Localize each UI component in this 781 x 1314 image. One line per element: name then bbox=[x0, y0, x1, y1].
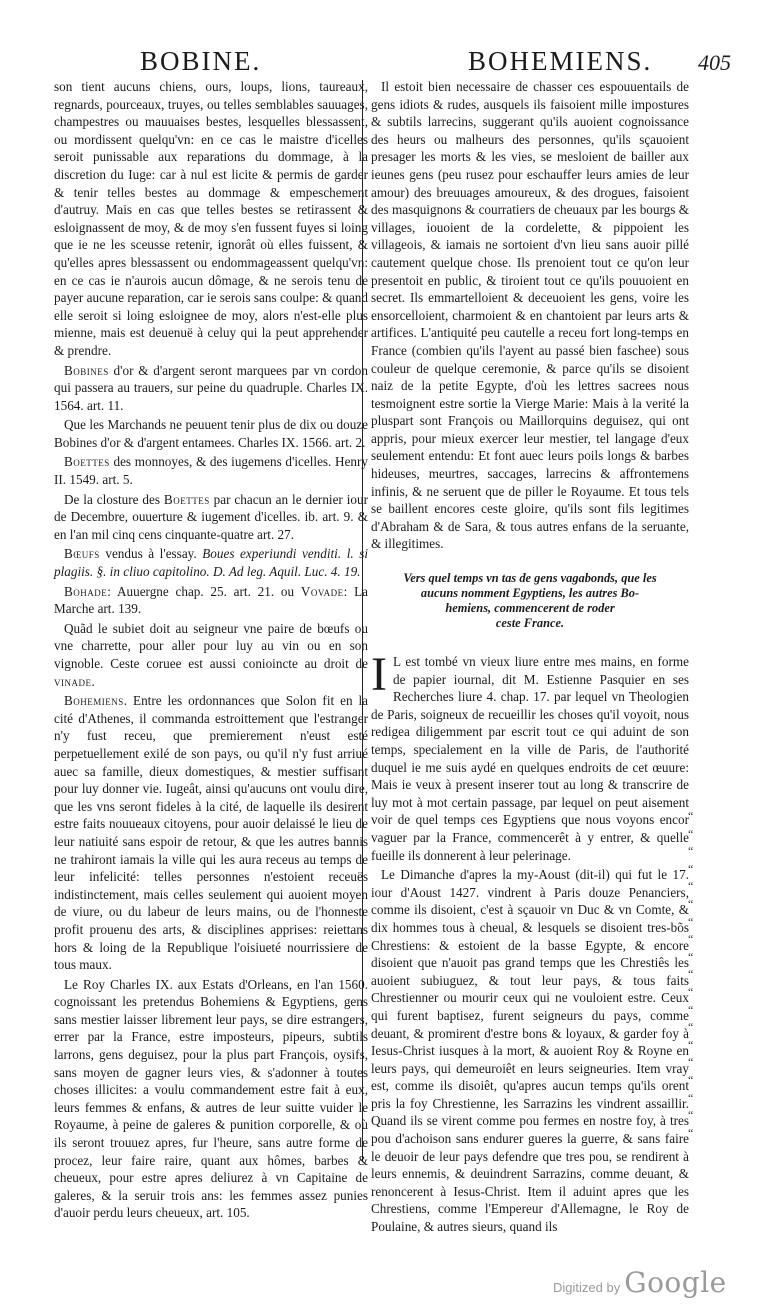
quote-mark: “ bbox=[688, 914, 694, 929]
running-head-right: BOHEMIENS. bbox=[468, 46, 653, 76]
drop-cap: I bbox=[371, 648, 387, 702]
left-paragraph-2: Bobines d'or & d'argent seront marquees par vn cordon qui passera au trauers, sur peine du quadruple. Charles IX. 1564. art. 11. bbox=[54, 362, 368, 413]
quote-mark: “ bbox=[688, 984, 694, 999]
quote-mark: “ bbox=[688, 844, 694, 859]
quote-mark: “ bbox=[688, 1108, 694, 1123]
entry-term: Bohade bbox=[64, 583, 108, 599]
right-column bbox=[371, 78, 689, 1236]
entry-term: Boettes bbox=[64, 454, 110, 470]
left-paragraph-8: Quãd le subiet doit au seigneur vne paire de bœufs ou vne charrette, pour aller pour luy au vin ou en son vignoble. Ceste coruee est aussi conioincte au droit de vinade. bbox=[54, 620, 368, 689]
quote-mark: “ bbox=[688, 1090, 694, 1105]
left-paragraph-10: Le Roy Charles IX. aux Estats d'Orleans, en l'an 1560. cognoissant les pretendus Bohemiens & Egyptiens, gens sans mestier laisser librement leur pays, se dire estrangers, errer par la France, estre imposteurs, pipeurs, subtils larrons, gens deguisez, pour la plus part François, oysifs, sans moyen de gagner leurs vies, & s'adonner à toutes choses illicites: a voulu commandement estre fait à eux, leurs femmes & enfans, & autres de leur suitte vuider le Royaume, à peine de galeres & punition corporelle, & où ils seront trouuez apres, fur l'heure, sans autre forme de procez, leur faire raire, quant aux hômes, barbes & cheueux, pour estre apres deliurez à vn Capitaine de galeres, & la seruir trois ans: les femmes assez punies d'auoir perdu leurs cheueux, art. 105. bbox=[54, 976, 368, 1221]
right-paragraph-1: Il estoit bien necessaire de chasser ces espouuentails de gens idiots & rudes, ausquels ils faisoient mille impostures & subtils larrecins, suggerant qu'ils auoient cognoissance des heurs ou malheurs des personnes, qu'ils sçauoient presager les morts & les vies, se mesloient de bailler aux ieunes gens (peu rusez pour eschauffer leurs amies de leur amour) des breuuages amoureux, & des drogues, faisoient des masquignons & courratiers de cheuaux par les bourgs & villages, iouoient de la cordelette, & pippoient les villageois, & iamais ne sortoient d'vn lieu sans auoir pillé cautement quelque chose. Ils prenoient tout ce qu'on leur presentoit en public, & tiroient tout ce qu'ils pouuoient en secret. Ils emmartelloient & deceuoient les gens, voire les ensorcelloient, charmoient & en chantoient par leurs arts & artifices. L'antiquité peu cautelle a receu fort long-temps en France (combien qu'ils l'ayent au passé bien faschee) sous couleur de quelque ceremonie, & parce qu'ils se disoient naiz de la petite Egypte, d'où les lettres sacrees nous tesmoignent estre sortie la Vierge Marie: Mais à la verité la pluspart sont François ou Maillorquins deguisez, qui ont appris, pour mieux exercer leur mestier, tel langage d'eux seulement entendu: Et font auec leurs poils longs & barbes hideuses, meurtres, saccages, larrecins & affrontemens infinis, & ne seruent que de piller le Royaume. Et tous tels se baillent encores ceste gloire, qu'ils sont fils legitimes d'Abraham & de Sara, & tous autres enfans de la seruante, & illegitimes. bbox=[371, 79, 689, 552]
quote-mark: “ bbox=[688, 967, 694, 982]
entry-term: Bobines bbox=[64, 362, 109, 378]
quote-mark: “ bbox=[688, 932, 694, 947]
quote-mark: “ bbox=[688, 809, 694, 823]
quote-mark: “ bbox=[688, 1125, 694, 1140]
marginal-quote-marks bbox=[688, 808, 702, 1142]
quote-mark: “ bbox=[688, 1002, 694, 1017]
quote-mark: “ bbox=[688, 1055, 694, 1070]
left-paragraph-5: De la closture des Boettes par chacun an le dernier iour de Decembre, ouuerture & iugement d'icelles. ib. art. 9. & en l'an mil cinq cens cinquante-quatre art. 27. bbox=[54, 491, 368, 542]
quote-mark: “ bbox=[688, 861, 694, 876]
watermark-prefix: Digitized by bbox=[553, 1280, 621, 1295]
entry-term: vinade. bbox=[54, 673, 96, 689]
right-paragraph-quoted: Le Dimanche d'apres la my-Aoust (dit-il) qui fut le 17. iour d'Aoust 1427. vindrent à Paris douze Penanciers, comme ils disoient, c'est à sçauoir vn Duc & vn Comte, & dix hommes tous à cheual, & lesquels se disoient tres-bõs Chrestiens: & estoient de la basse Egypte, & encore disoient que n'auoit pas grand temps que les Chrestiês les auoient subiuguez, & tout leur pays, & tous faits Chrestienner ou mourir ceux qui ne vouloient estre. Ceux qui furent baptisez, furent seigneurs du pays, comme deuant, & promirent d'estre bons & loyaux, & garder foy à Iesus-Christ iusques à la mort, & auoient Roy & Royne en leurs pays, qui demeuroiêt en leurs seigneuries. Item vray est, comme ils disoiêt, qu'apres aucun temps qu'ils orent pris la foy Chrestienne, les Sarrazins les vindrent assaillir. Quand ils se virent comme pou fermes en nostre foy, à tres pou d'achoison sans endurer gueres la guerre, & sans faire le deuoir de leur pays defendre que tres pou, se rendirent à leurs ennemis, & deuindrent Sarrazins, comme deuant, & renoncerent à Iesus-Christ. Item il aduint apres que les Chrestiens, comme l'Empereur d'Allemagne, le Roy de Poulaine, & autres sieurs, quand ils bbox=[371, 867, 689, 1235]
google-logo: Google bbox=[624, 1266, 727, 1299]
entry-term: Bohemiens bbox=[64, 693, 124, 709]
left-paragraph-6: Bœufs vendus à l'essay. Boues experiundi venditi. l. si plagiis. §. in cliuo capitolino. D. Ad leg. Aquil. Luc. 4. 19. bbox=[54, 546, 368, 580]
left-paragraph-1: son tient aucuns chiens, ours, loups, lions, taureaux, regnards, pourceaux, truyes, ou telles semblables sauuages, champestres ou mauuaises bestes, lesquelles blessassent, ou mordissent quelqu'vn: en ce cas le maistre d'icelles seroit punissable aux reparations du dommage, à la discretion du Iuge: car à nul est licite & permis de garder & tenir telles bestes au dommage & empeschement d'autruy. Mais en cas que telles bestes se retirassent & esloignassent de moy, & de moy s'en fussent fuyes si loing que ie ne les sceusse retenir, ignorât où elles fuissent, & qu'elles apres blessassent ou endommageassent quelqu'vn: en ce cas ie n'aurois aucun dômage, & ne serois tenu de payer aucune reparation, car ie serois sans coulpe: & quand elle seroit si loing esloignee de moy, alors n'est-elle plus mienne, mais est deuenuë à celuy qui la peut apprehender & prendre. bbox=[54, 79, 368, 358]
left-paragraph-9: Bohemiens. Entre les ordonnances que Solon fit en la cité d'Athenes, il commanda estroittement que l'estranger n'y fust receu, que premierement n'eust esté perpetuellement exilé de son pays, ou qu'il n'y fust arriué auec sa famille, dieux domestiques, & mestier suffisant pour luy donner vie. Iugeât, ainsi qu'aucuns ont voulu dire, que les vns seront fideles à la cité, de laquelle ils desirent estre faits nouueaux citoyens, pour auoir delaissé le lieu de leur natiuité sans espoir de retour, & que les autres bannis ne trahiront iamais la ville qui les aura receus au temps de leur infelicité: telles personnes n'estoient receuës indistinctement, mais celles seulement qui auoient moyen de viure, ou du labeur de leurs mains, ou de l'honneste profit prouenu des arts, & disciplines apprises: reiettans hors & loing de la Republique l'oisiueté nourrissiere de tous maux. bbox=[54, 693, 368, 973]
entry-term: Vovade bbox=[300, 583, 344, 599]
quote-mark: “ bbox=[688, 879, 694, 894]
left-column bbox=[54, 78, 368, 1222]
left-paragraph-7: Bohade: Auuergne chap. 25. art. 21. ou Vovade: La Marche art. 139. bbox=[54, 583, 368, 617]
right-paragraph-2: I L est tombé vn vieux liure entre mes mains, en forme de papier iournal, dit M. Estienne Pasquier en ses Recherches liure 4. chap. 17. par lequel vn Theologien de Paris, soigneux de recueillir les choses qu'il voyoit, nous redigea diligemment par escrit tout ce qui aduint de son temps, specialement en la ville de Paris, de l'authorité duquel ie me suis aydé en quelques endroits de cet œuure: Mais ie veux à present inserer tout au long & transcrire de luy mot à mot certain passage, par lequel on peut aisement voir de quel temps ces Egyptiens que nous voyons encor vaguer par la France, commencerêt à y entrer, & quelle fueille ils donnerent à leur pelerinage. bbox=[371, 648, 689, 863]
left-paragraph-4: Boettes des monnoyes, & des iugemens d'icelles. Henry II. 1549. art. 5. bbox=[54, 454, 368, 488]
quote-mark: “ bbox=[688, 949, 694, 964]
section-heading: Vers quel temps vn tas de gens vagabonds, que les aucuns nomment Egyptiens, les autres Bo- hemiens, commencerent de roder ceste France. bbox=[403, 571, 657, 631]
quote-mark: “ bbox=[688, 1037, 694, 1052]
digitization-watermark bbox=[553, 1266, 727, 1299]
quote-mark: “ bbox=[688, 1020, 694, 1035]
quote-mark: “ bbox=[688, 826, 694, 841]
entry-term: Bœufs bbox=[64, 546, 100, 562]
latin-citation: Boues experiundi venditi. l. si plagiis. §. in cliuo capitolino. D. Ad leg. Aquil. Luc. 4. 19. bbox=[54, 546, 368, 580]
quote-mark: “ bbox=[688, 1072, 694, 1087]
page-number: 405 bbox=[698, 50, 731, 75]
quote-mark: “ bbox=[688, 896, 694, 911]
running-head-left: BOBINE. bbox=[140, 46, 262, 76]
left-paragraph-3: Que les Marchands ne peuuent tenir plus de dix ou douze Bobines d'or & d'argent entamees. Charles IX. 1566. art. 2. bbox=[54, 417, 368, 450]
entry-term: Boettes bbox=[163, 491, 210, 507]
